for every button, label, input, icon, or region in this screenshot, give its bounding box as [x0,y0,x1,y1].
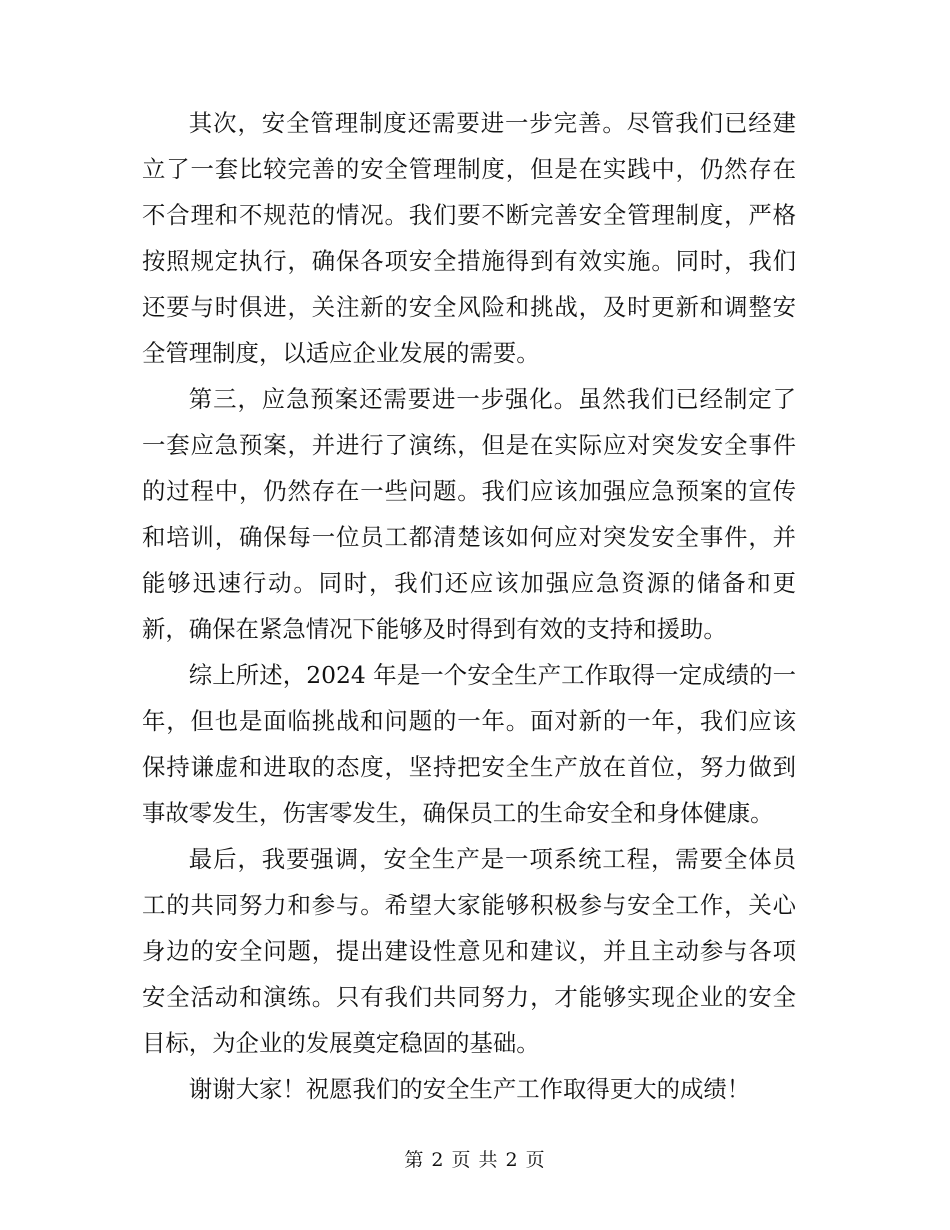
paragraph-emergency-plan: 第三，应急预案还需要进一步强化。虽然我们已经制定了一套应急预案，并进行了演练，但是在实际应对突发安全事件的过程中，仍然存在一些问题。我们应该加强应急预案的宣传和培训，确保每一位员工都清楚该如何应对突发安全事件，并能够迅速行动。同时，我们还应该加强应急资源的储备和更新，确保在紧急情况下能够及时得到有效的支持和援助。 [142,385,796,643]
page-number-footer: 第 2 页 共 2 页 [404,1149,546,1171]
paragraph-thanks: 谢谢大家！祝愿我们的安全生产工作取得更大的成绩！ [188,1075,751,1103]
paragraph-closing-emphasis: 最后，我要强调，安全生产是一项系统工程，需要全体员工的共同努力和参与。希望大家能够积极参与安全工作，关心身边的安全问题，提出建设性意见和建议，并且主动参与各项安全活动和演练。只有我们共同努力，才能够实现企业的安全目标，为企业的发展奠定稳固的基础。 [142,845,796,1057]
paragraph-summary: 综上所述，2024 年是一个安全生产工作取得一定成绩的一年，但也是面临挑战和问题的一年。面对新的一年，我们应该保持谦虚和进取的态度，坚持把安全生产放在首位，努力做到事故零发生，伤害零发生，确保员工的生命安全和身体健康。 [142,661,796,827]
document-body [142,100,796,1112]
paragraph-management-system: 其次，安全管理制度还需要进一步完善。尽管我们已经建立了一套比较完善的安全管理制度，但是在实践中，仍然存在不合理和不规范的情况。我们要不断完善安全管理制度，严格按照规定执行，确保各项安全措施得到有效实施。同时，我们还要与时俱进，关注新的安全风险和挑战，及时更新和调整安全管理制度，以适应企业发展的需要。 [142,109,796,367]
